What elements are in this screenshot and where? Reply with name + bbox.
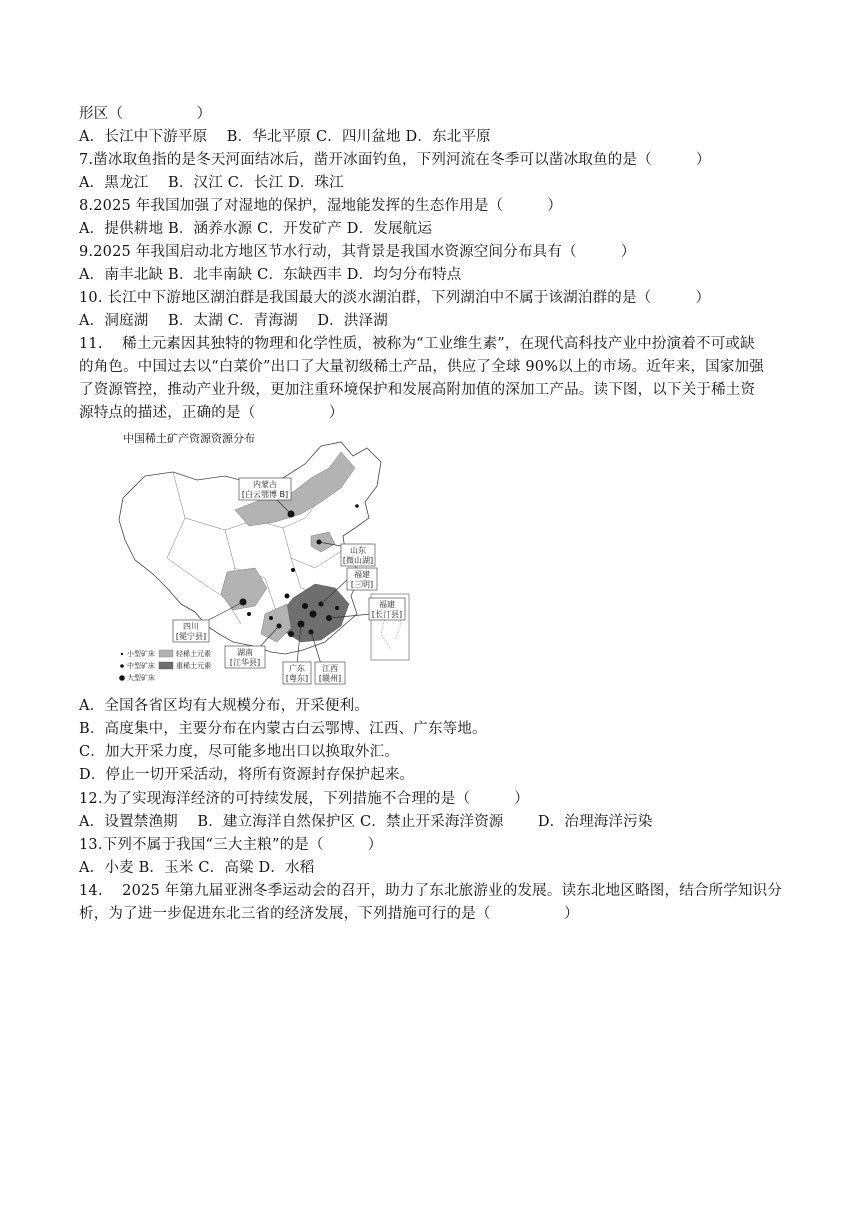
label-yuedong: [粤东] bbox=[285, 674, 309, 683]
label-shandong: 山东 bbox=[350, 546, 366, 555]
q7-stem: 7.凿冰取鱼指的是冬天河面结冰后，凿开冰面钓鱼，下列河流在冬季可以凿冰取鱼的是（ ） bbox=[79, 152, 711, 168]
q11-stem-line2: 的角色。中国过去以“白菜价”出口了大量初级稀土产品，供应了全球 90%以上的市场。近年来，国家加强 bbox=[79, 359, 764, 375]
legend-light: 轻稀土元素 bbox=[176, 650, 211, 658]
label-weishan: [微山湖] bbox=[342, 556, 374, 565]
q6-stem-tail: 形区（ ） bbox=[79, 106, 212, 122]
q11-stem-line3: 了资源管控，推动产业升级，更加注重环境保护和发展高附加值的深加工产品。读下图，以下关于稀土资 bbox=[79, 382, 756, 398]
q11-option-a: A．全国各省区均有大规模分布，开采便利。 bbox=[79, 698, 369, 714]
q12-stem: 12.为了实现海洋经济的可持续发展，下列措施不合理的是（ ） bbox=[79, 791, 529, 807]
q13-stem: 13.下列不属于我国“三大主粮”的是（ ） bbox=[79, 837, 383, 853]
q14-stem-line2: 析，为了进一步促进东北三省的经济发展，下列措施可行的是（ ） bbox=[79, 906, 579, 922]
label-ganzhou: [赣州] bbox=[318, 674, 342, 683]
label-neimenggu: 内蒙古 bbox=[253, 480, 277, 489]
legend-large: 大型矿床 bbox=[127, 674, 155, 682]
label-fujian-2: 福建 bbox=[379, 600, 395, 609]
label-sichuan: 四川 bbox=[183, 622, 199, 631]
q11-option-c: C．加大开采力度，尽可能多地出口以换取外汇。 bbox=[79, 744, 399, 760]
q6-options: A．长江中下游平原 B．华北平原 C．四川盆地 D．东北平原 bbox=[79, 129, 491, 145]
label-baiyun: [白云鄂博 B] bbox=[241, 490, 289, 499]
map-legend bbox=[119, 649, 211, 682]
label-sanming: [三明] bbox=[350, 580, 374, 589]
legend-medium: 中型矿床 bbox=[127, 662, 155, 670]
label-hunan: 湖南 bbox=[237, 648, 253, 657]
label-jiangxi: 江西 bbox=[322, 664, 338, 673]
label-guangdong: 广东 bbox=[289, 664, 305, 673]
label-jianghua: [江华县] bbox=[229, 658, 261, 667]
label-mianning: [冕宁县] bbox=[175, 632, 207, 641]
map-title: 中国稀土矿产资源资源分布 bbox=[123, 432, 255, 445]
label-fujian-1: 福建 bbox=[354, 570, 370, 579]
rare-earth-map bbox=[115, 428, 415, 690]
q8-stem: 8.2025 年我国加强了对湿地的保护，湿地能发挥的生态作用是（ ） bbox=[79, 198, 563, 214]
q11-option-b: B．高度集中，主要分布在内蒙古白云鄂博、江西、广东等地。 bbox=[79, 721, 487, 737]
legend-small: 小型矿床 bbox=[127, 650, 155, 658]
q9-stem: 9.2025 年我国启动北方地区节水行动，其背景是我国水资源空间分布具有（ ） bbox=[79, 244, 636, 260]
q10-options: A．洞庭湖 B．太湖 C．青海湖 D．洪泽湖 bbox=[79, 313, 388, 329]
q8-options: A．提供耕地 B．涵养水源 C．开发矿产 D．发展航运 bbox=[79, 221, 433, 237]
q11-option-d: D．停止一切开采活动，将所有资源封存保护起来。 bbox=[79, 767, 415, 783]
q10-stem: 10. 长江中下游地区湖泊群是我国最大的淡水湖泊群，下列湖泊中不属于该湖泊群的是（ ） bbox=[79, 290, 711, 306]
q7-options: A．黑龙江 B．汉江 C．长江 D．珠江 bbox=[79, 175, 344, 191]
q11-stem-line4: 源特点的描述，正确的是（ ） bbox=[79, 405, 344, 421]
q9-options: A．南丰北缺 B．北丰南缺 C．东缺西丰 D．均匀分布特点 bbox=[79, 267, 462, 283]
q13-options: A．小麦 B．玉米 C．高粱 D．水稻 bbox=[79, 860, 315, 876]
q12-options: A．设置禁渔期 B．建立海洋自然保护区 C．禁止开采海洋资源 D．治理海洋污染 bbox=[79, 814, 653, 830]
legend-heavy: 重稀土元素 bbox=[176, 662, 211, 670]
q14-stem-line1: 14. 2025 年第九届亚洲冬季运动会的召开，助力了东北旅游业的发展。读东北地区略图，结合所学知识分 bbox=[79, 883, 783, 899]
q11-stem-line1: 11. 稀土元素因其独特的物理和化学性质，被称为“工业维生素”，在现代高科技产业中扮演着不可或缺 bbox=[79, 336, 755, 352]
china-map-svg bbox=[115, 428, 415, 690]
label-changting: [长汀县] bbox=[371, 610, 403, 619]
